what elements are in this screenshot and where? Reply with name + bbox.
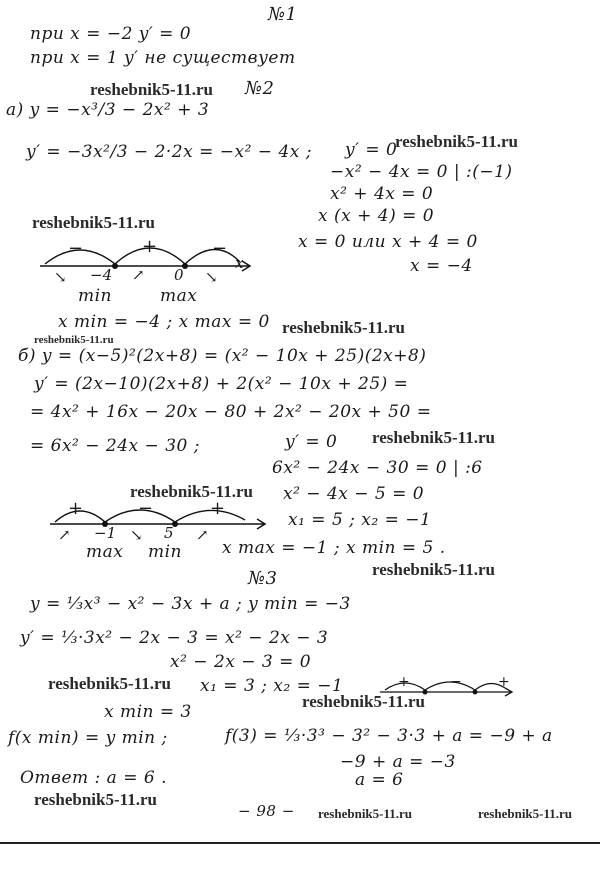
task3-line3: x² − 2x − 3 = 0 (170, 652, 312, 672)
watermark: reshebnik5-11.ru (32, 213, 155, 232)
task2a-result: x min = −4 ; x max = 0 (58, 312, 270, 332)
task2b-function: б) y = (x−5)²(2x+8) = (x² − 10x + 25)(2x+8) (18, 346, 427, 366)
sign-b-1: + (68, 498, 84, 519)
task3-line8: −9 + a = −3 (340, 752, 456, 772)
task2a-eq5: x = 0 или x + 4 = 0 (298, 232, 478, 252)
task2b-eq2: x² − 4x − 5 = 0 (283, 484, 425, 504)
watermark: reshebnik5-11.ru (372, 560, 495, 579)
arrow-b-1: ↗ (58, 526, 71, 544)
task2a-eq6: x = −4 (410, 256, 473, 276)
arrow-a-3: ↘ (205, 268, 218, 286)
task2b-line2: = 4x² + 16x − 20x − 80 + 2x² − 20x + 50 = (30, 402, 432, 422)
watermark: reshebnik5-11.ru (34, 790, 157, 809)
sign-c-3: + (498, 674, 510, 690)
task3-line1: y = ⅓x³ − x² − 3x + a ; y min = −3 (30, 594, 351, 614)
arrow-a-1: ↘ (54, 268, 67, 286)
sign-a-1: − (68, 238, 84, 259)
axis-label-a: x (235, 254, 244, 272)
task2a-eq3: x² + 4x = 0 (330, 184, 434, 204)
sign-a-2: + (142, 236, 158, 257)
sign-b-2: − (138, 498, 154, 519)
sign-c-1: + (398, 674, 410, 690)
watermark: reshebnik5-11.ru (282, 318, 405, 337)
task2b-eq1: 6x² − 24x − 30 = 0 | :6 (272, 458, 483, 478)
task3-line7: f(3) = ⅓·3³ − 3² − 3·3 + a = −9 + a (225, 726, 553, 746)
footer-watermark-center: reshebnik5-11.ru (318, 806, 413, 821)
task3-number: №3 (248, 568, 278, 589)
point-a-1: −4 (90, 266, 113, 284)
task2-number: №2 (245, 78, 275, 99)
arrow-b-2: ↘ (130, 526, 143, 544)
arrow-a-2: ↗ (132, 266, 145, 284)
task3-line6: f(x min) = y min ; (8, 728, 168, 748)
task2a-function: а) y = −x³/3 − 2x² + 3 (6, 100, 210, 120)
watermark: reshebnik5-11.ru (48, 674, 171, 693)
footer-watermark-right: reshebnik5-11.ru (478, 806, 573, 821)
point-b-1: −1 (94, 524, 117, 542)
watermark: reshebnik5-11.ru (90, 80, 213, 99)
watermark: reshebnik5-11.ru (302, 692, 425, 711)
label-a-min: min (78, 286, 113, 306)
task1-line2: при x = 1 y′ не существует (30, 48, 296, 68)
page-bottom-border (0, 842, 600, 844)
task2a-eq2: −x² − 4x = 0 | :(−1) (330, 162, 513, 182)
task3-line5: x min = 3 (104, 702, 192, 722)
task3-line2: y′ = ⅓·3x² − 2x − 3 = x² − 2x − 3 (20, 628, 329, 648)
watermark: reshebnik5-11.ru (130, 482, 253, 501)
task2a-eq4: x (x + 4) = 0 (318, 206, 435, 226)
task2b-line1: y′ = (2x−10)(2x+8) + 2(x² − 10x + 25) = (34, 374, 409, 394)
task3-line9: a = 6 (355, 770, 404, 790)
task1-line1: при x = −2 y′ = 0 (30, 24, 192, 44)
label-b-max: max (86, 542, 124, 562)
task2a-derivative: y′ = −3x²/3 − 2·2x = −x² − 4x ; (26, 142, 312, 162)
task3-line4: x₁ = 3 ; x₂ = −1 (200, 676, 344, 696)
task2b-line3: = 6x² − 24x − 30 ; (30, 436, 200, 456)
watermark: reshebnik5-11.ru (395, 132, 518, 151)
task2b-result: x max = −1 ; x min = 5 . (222, 538, 446, 558)
task2a-eq1: y′ = 0 (345, 140, 398, 160)
point-b-2: 5 (164, 524, 174, 542)
arrow-b-3: ↗ (196, 526, 209, 544)
sign-a-3: − (212, 238, 228, 259)
label-b-min: min (148, 542, 183, 562)
sign-c-2: − (450, 674, 462, 690)
sign-b-3: + (210, 498, 226, 519)
task1-number: №1 (268, 4, 298, 25)
task2b-eq0: y′ = 0 (285, 432, 338, 452)
watermark: reshebnik5-11.ru (34, 334, 114, 346)
point-a-2: 0 (174, 266, 184, 284)
label-a-max: max (160, 286, 198, 306)
page-number: − 98 − (238, 802, 295, 820)
watermark: reshebnik5-11.ru (372, 428, 495, 447)
task2b-eq3: x₁ = 5 ; x₂ = −1 (288, 510, 432, 530)
task3-answer: Ответ : a = 6 . (20, 768, 167, 788)
